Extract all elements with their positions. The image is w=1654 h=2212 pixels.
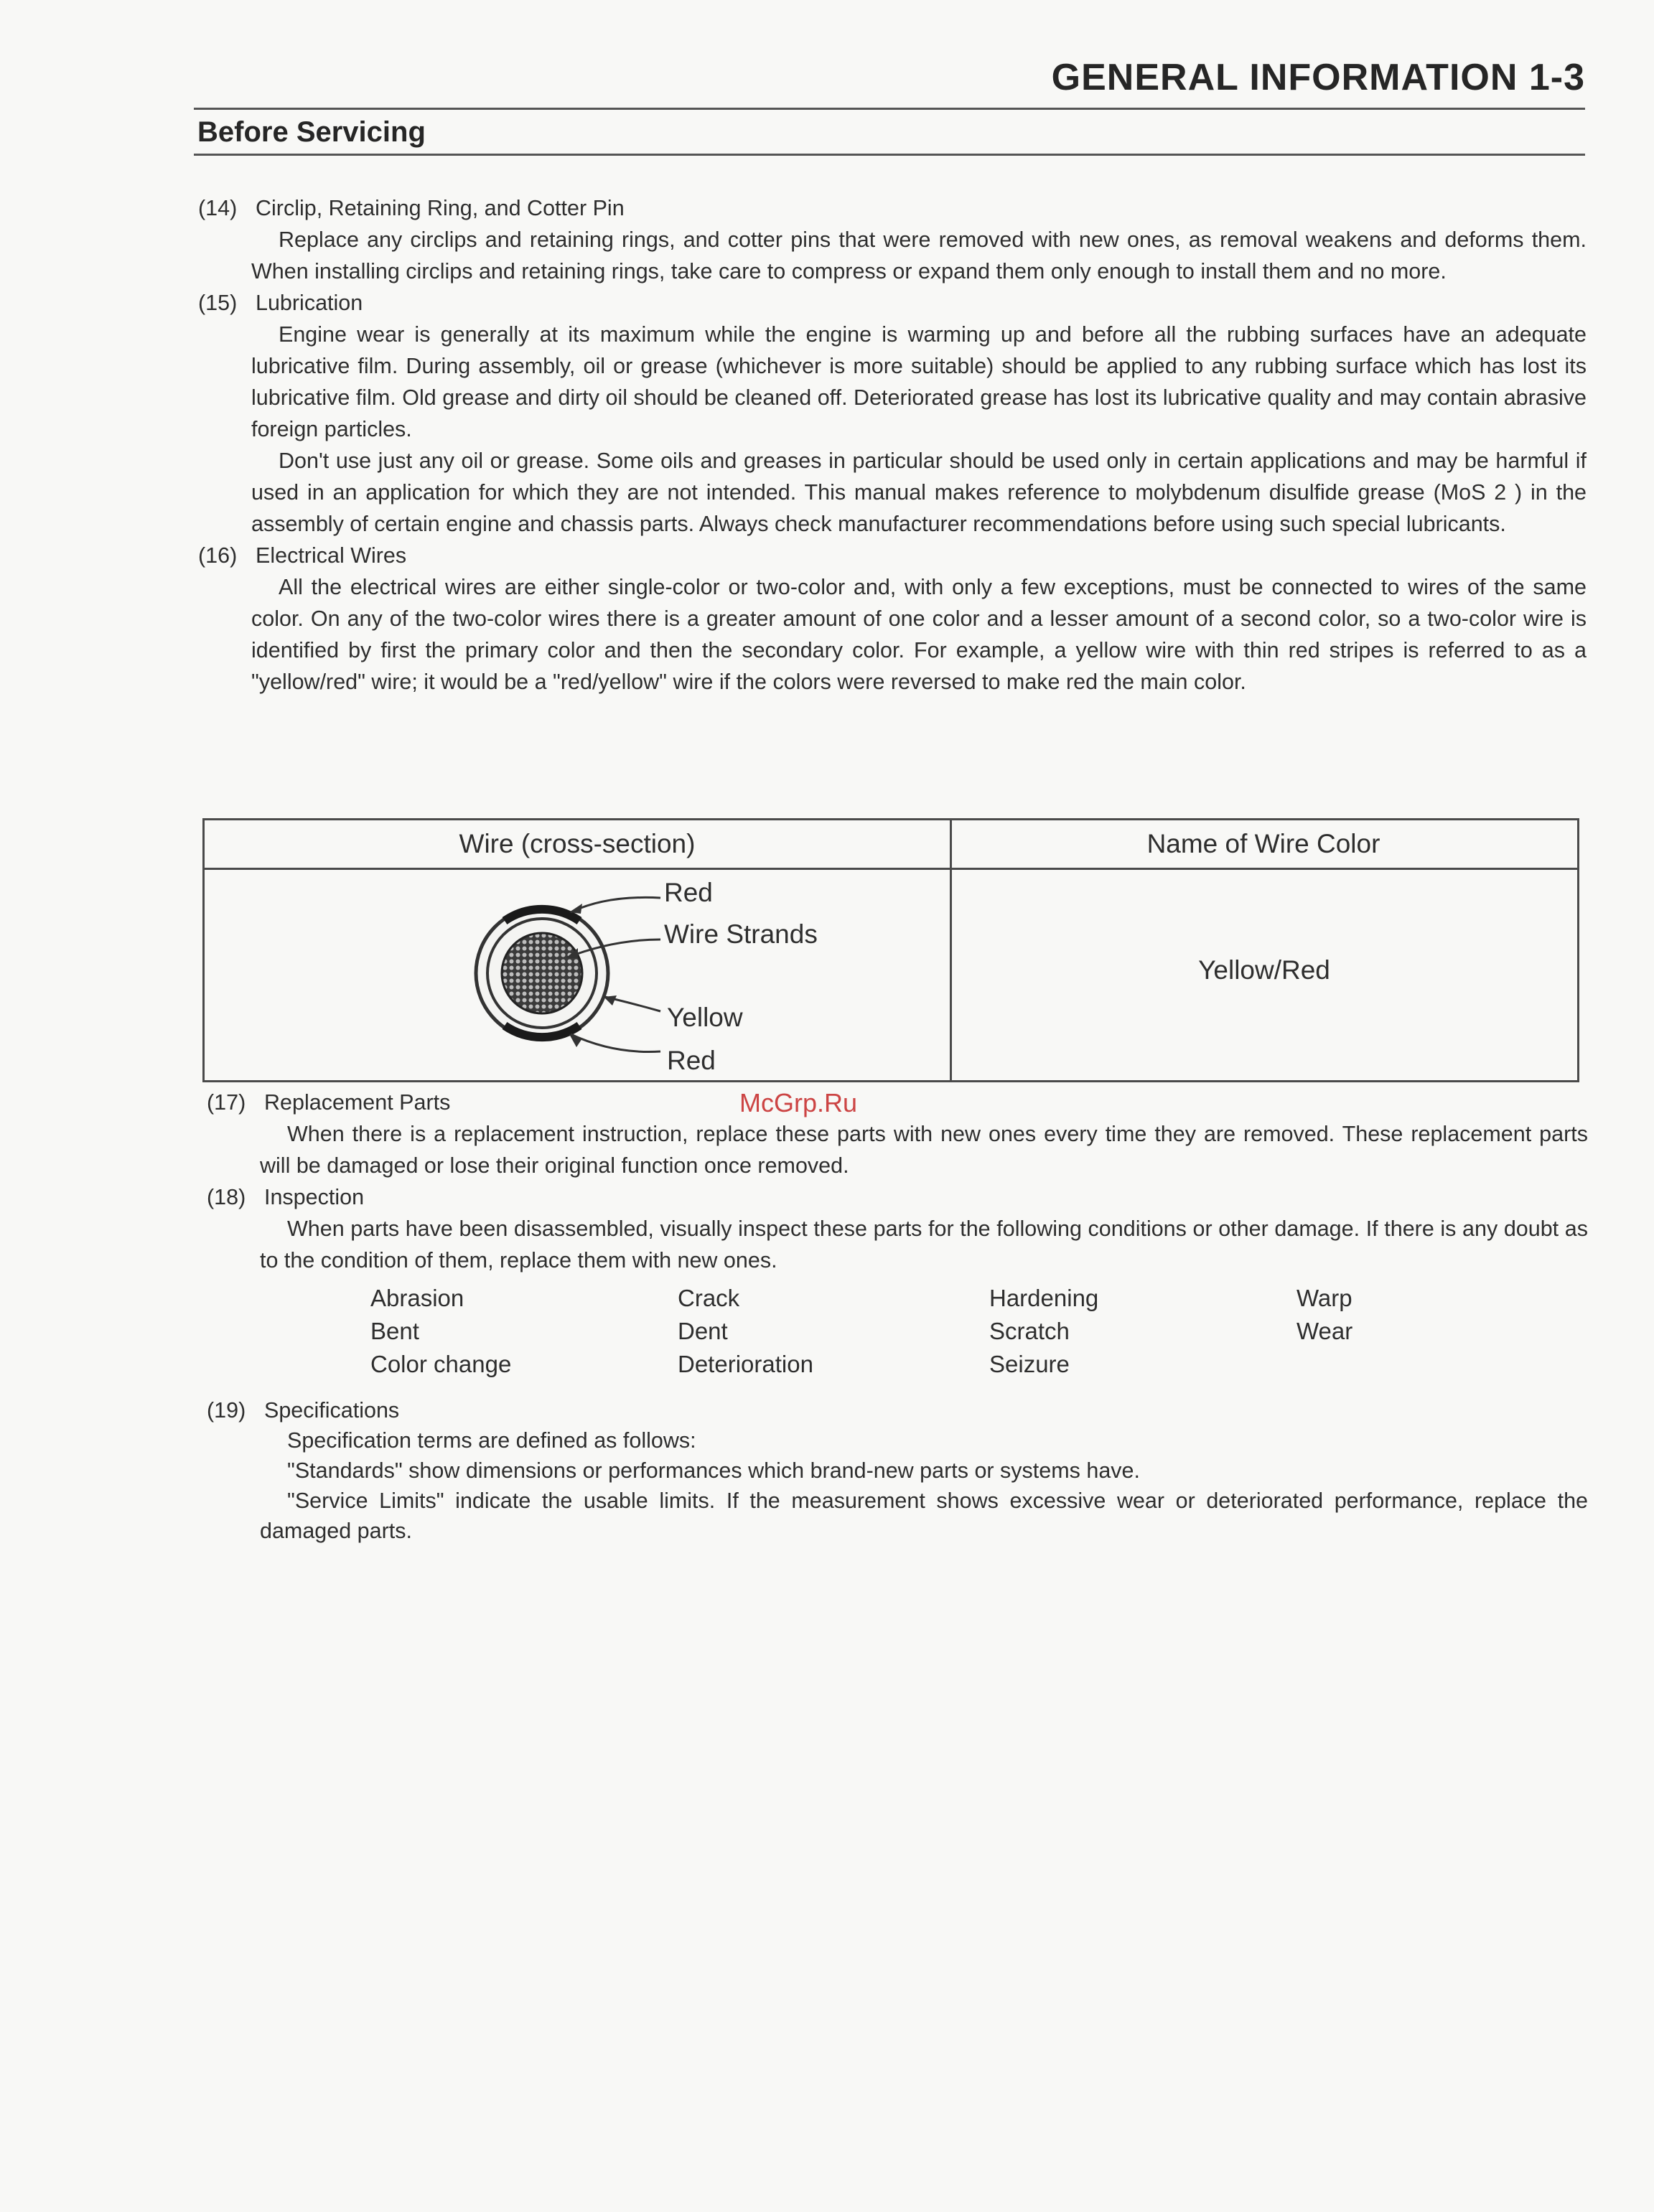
- wire-color-name: Yellow/Red: [1198, 955, 1330, 985]
- paragraph: Replace any circlips and retaining rings, and cotter pins that were removed with new ones, as removal weakens and deforms them. When installing circlips and retaining rings, take care to compress or expand them only enough to install them and no more.: [251, 228, 1587, 283]
- header-rule: [194, 108, 1585, 110]
- item-19: [202, 1395, 1588, 1546]
- label-red-bottom: Red: [667, 1046, 716, 1075]
- paragraph: Specification terms are defined as follows:: [287, 1428, 696, 1453]
- wire-cross-section-diagram: [205, 868, 948, 1080]
- conditions-column: [1296, 1282, 1352, 1348]
- paragraph: When there is a replacement instruction, replace these parts with new ones every time they are removed. These replacement parts will be damaged or lose their original function once removed.: [260, 1122, 1588, 1178]
- paragraph: When parts have been disassembled, visually inspect these parts for the following conditions or other damage. If there is any doubt as to the condition of them, replace them with new ones.: [260, 1217, 1588, 1273]
- label-wire-strands: Wire Strands: [664, 919, 818, 949]
- paragraph: Don't use just any oil or grease. Some oils and greases in particular should be used only in certain applications and may be harmful if used in an application for which they are not intended. This manual makes reference to molybdenum disulfide grease (MoS 2 ) in the assembly of certain engine and chassis parts. Always check manufacturer recommendations before using such special lubricants.: [251, 449, 1587, 536]
- paragraph: "Standards" show dimensions or performances which brand-new parts or systems have.: [287, 1458, 1140, 1483]
- item-number: (18): [207, 1185, 246, 1209]
- section-rule: [194, 154, 1585, 156]
- watermark: McGrp.Ru: [739, 1088, 858, 1117]
- conditions-column: [678, 1282, 813, 1381]
- label-red-top: Red: [664, 878, 713, 907]
- item-title: Inspection: [264, 1185, 365, 1209]
- condition-item: Dent: [678, 1318, 728, 1344]
- table-header-wire: Wire (cross-section): [459, 829, 696, 858]
- item-14: [194, 192, 1587, 287]
- item-18: [202, 1181, 1588, 1276]
- leader-red-top: [571, 897, 660, 912]
- arrow-red-top: [569, 904, 582, 914]
- items-top: [194, 192, 1587, 698]
- page-title: GENERAL INFORMATION 1-3: [1051, 57, 1585, 98]
- label-yellow: Yellow: [667, 1003, 743, 1032]
- section-title: Before Servicing: [197, 116, 426, 148]
- condition-item: Color change: [370, 1351, 512, 1377]
- condition-item: Crack: [678, 1285, 740, 1311]
- item-16: [194, 540, 1587, 698]
- conditions-column: [370, 1282, 511, 1381]
- item-number: (14): [198, 196, 238, 220]
- item-title: Circlip, Retaining Ring, and Cotter Pin: [256, 196, 625, 220]
- item-title: Lubrication: [256, 291, 363, 315]
- leader-red-bottom: [571, 1034, 660, 1052]
- paragraph: All the electrical wires are either single-color or two-color and, with only a few exceptions, must be connected to wires of the same color. On any of the two-color wires there is a greater amount of one color and a lesser amount of a second color, so a two-color wire is identified by first the primary color and then the secondary color. For example, a yellow wire with thin red stripes is referred to as a "yellow/red" wire; it would be a "red/yellow" wire if the colors were reversed to make red the main color.: [251, 575, 1587, 694]
- items-bottom: [202, 1395, 1588, 1546]
- condition-item: Abrasion: [370, 1285, 464, 1311]
- item-number: (15): [198, 291, 238, 315]
- condition-item: Bent: [370, 1318, 419, 1344]
- item-title: Replacement Parts: [264, 1090, 451, 1115]
- condition-item: Deterioration: [678, 1351, 813, 1377]
- paragraph: "Service Limits" indicate the usable limits. If the measurement shows excessive wear or deteriorated performance, replace the damaged parts.: [260, 1489, 1588, 1543]
- condition-item: Seizure: [989, 1351, 1070, 1377]
- condition-item: Wear: [1296, 1318, 1353, 1344]
- conditions-column: [989, 1282, 1098, 1381]
- item-title: Electrical Wires: [256, 543, 407, 568]
- arrow-yellow: [604, 995, 617, 1006]
- condition-item: Hardening: [989, 1285, 1099, 1311]
- item-number: (19): [207, 1398, 246, 1423]
- item-title: Specifications: [264, 1398, 400, 1423]
- item-15: [194, 287, 1587, 540]
- table-header-color-name: Name of Wire Color: [1146, 829, 1380, 858]
- paragraph: Engine wear is generally at its maximum while the engine is warming up and before all the rubbing surfaces have an adequate lubricative film. During assembly, oil or grease (whichever is more suitable) should be applied to any rubbing surface which has lost its lubricative film. Old grease and dirty oil should be cleaned off. Deteriorated grease has lost its lubricative quality and may contain abrasive foreign particles.: [251, 322, 1587, 441]
- item-number: (17): [207, 1090, 246, 1115]
- item-17: [202, 1087, 1588, 1181]
- wire-color-table: [202, 818, 1579, 1082]
- condition-item: Scratch: [989, 1318, 1070, 1344]
- condition-item: Warp: [1296, 1285, 1352, 1311]
- wire-strands: [502, 933, 582, 1013]
- item-number: (16): [198, 543, 238, 568]
- items-mid: [202, 1087, 1588, 1276]
